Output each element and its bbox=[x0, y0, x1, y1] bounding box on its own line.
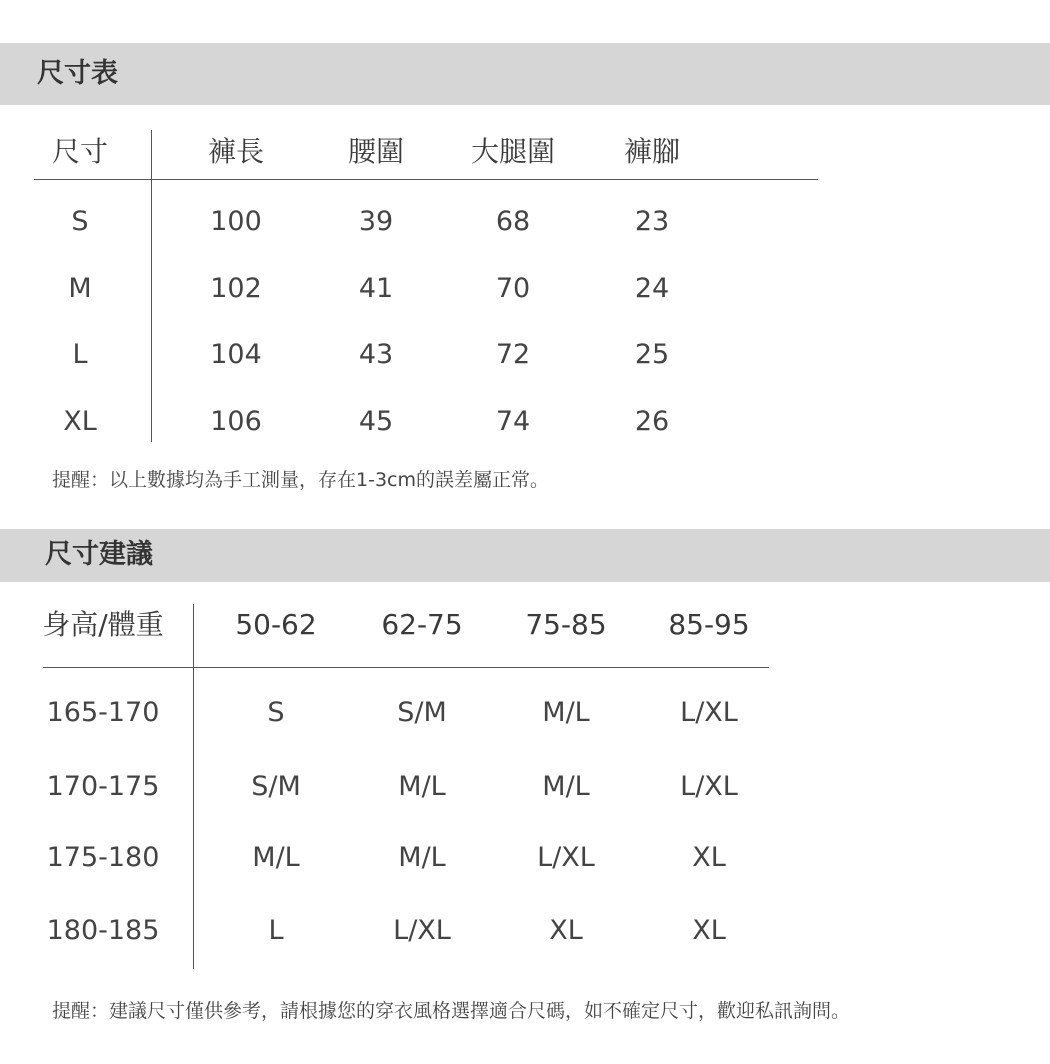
size-chart-header-3: 大腿圍 bbox=[470, 135, 556, 168]
size-chart-header-bar bbox=[0, 43, 1050, 105]
size-chart-cell-r2-c1: 104 bbox=[210, 339, 262, 370]
size-advice-cell-r2-c1: M/L bbox=[252, 842, 300, 873]
size-chart-cell-r1-c2: 41 bbox=[358, 273, 394, 304]
size-chart-cell-r1-c0: M bbox=[68, 273, 92, 304]
size-advice-cell-r1-c2: M/L bbox=[398, 771, 446, 802]
size-advice-cell-r3-c4: XL bbox=[692, 915, 726, 946]
size-advice-cell-r1-c0: 170-175 bbox=[46, 771, 160, 802]
size-advice-cell-r0-c4: L/XL bbox=[680, 697, 738, 728]
size-advice-cell-r2-c2: M/L bbox=[398, 842, 446, 873]
size-advice-cell-r3-c0: 180-185 bbox=[46, 915, 160, 946]
size-chart-cell-r2-c4: 25 bbox=[634, 339, 670, 370]
size-chart-cell-r2-c3: 72 bbox=[495, 339, 531, 370]
size-advice-header-4: 85-95 bbox=[668, 608, 750, 641]
size-advice-cell-r0-c3: M/L bbox=[542, 697, 590, 728]
size-advice-cell-r0-c0: 165-170 bbox=[46, 697, 160, 728]
size-advice-cell-r2-c3: L/XL bbox=[537, 842, 595, 873]
size-advice-cell-r0-c1: S bbox=[267, 697, 285, 728]
size-advice-header-2: 62-75 bbox=[381, 608, 463, 641]
size-advice-cell-r1-c4: L/XL bbox=[680, 771, 738, 802]
size-advice-cell-r1-c3: M/L bbox=[542, 771, 590, 802]
size-chart-header-1: 褲長 bbox=[207, 135, 265, 168]
size-chart-cell-r0-c0: S bbox=[71, 206, 89, 237]
size-advice-header-1: 50-62 bbox=[235, 608, 317, 641]
size-chart-cell-r2-c2: 43 bbox=[358, 339, 394, 370]
size-chart-cell-r3-c2: 45 bbox=[358, 406, 394, 437]
size-chart-cell-r0-c4: 23 bbox=[634, 206, 670, 237]
size-chart-divider-vertical bbox=[151, 130, 152, 442]
size-chart-header-0: 尺寸 bbox=[51, 135, 109, 168]
size-advice-cell-r0-c2: S/M bbox=[397, 697, 447, 728]
size-advice-cell-r2-c4: XL bbox=[692, 842, 726, 873]
size-chart-cell-r3-c1: 106 bbox=[210, 406, 262, 437]
size-advice-cell-r3-c2: L/XL bbox=[393, 915, 451, 946]
size-chart-cell-r3-c3: 74 bbox=[495, 406, 531, 437]
size-chart-cell-r2-c0: L bbox=[72, 339, 88, 370]
size-chart-title: 尺寸表 bbox=[37, 58, 118, 89]
size-advice-header-0: 身高/體重 bbox=[42, 608, 164, 641]
size-advice-cell-r3-c3: XL bbox=[549, 915, 583, 946]
size-chart-header-4: 褲腳 bbox=[623, 135, 681, 168]
size-chart-cell-r0-c3: 68 bbox=[495, 206, 531, 237]
size-chart-cell-r1-c1: 102 bbox=[210, 273, 262, 304]
size-chart-note: 提醒：以上數據均為手工測量，存在1-3cm的誤差屬正常。 bbox=[52, 469, 549, 491]
size-advice-header-bar bbox=[0, 529, 1050, 582]
size-advice-cell-r2-c0: 175-180 bbox=[46, 842, 160, 873]
size-advice-divider-vertical bbox=[193, 604, 194, 969]
size-chart-cell-r3-c4: 26 bbox=[634, 406, 670, 437]
size-chart-cell-r1-c4: 24 bbox=[634, 273, 670, 304]
size-chart-cell-r0-c2: 39 bbox=[358, 206, 394, 237]
size-chart-header-2: 腰圍 bbox=[347, 135, 405, 168]
size-advice-note: 提醒：建議尺寸僅供參考，請根據您的穿衣風格選擇適合尺碼，如不確定尺寸，歡迎私訊詢問。 bbox=[52, 1000, 851, 1022]
size-chart-cell-r0-c1: 100 bbox=[210, 206, 262, 237]
size-advice-title: 尺寸建議 bbox=[45, 539, 153, 570]
size-advice-cell-r1-c1: S/M bbox=[251, 771, 301, 802]
size-advice-header-3: 75-85 bbox=[525, 608, 607, 641]
size-advice-cell-r3-c1: L bbox=[268, 915, 284, 946]
size-chart-cell-r1-c3: 70 bbox=[495, 273, 531, 304]
size-chart-cell-r3-c0: XL bbox=[63, 406, 97, 437]
size-chart-divider-horizontal bbox=[34, 179, 818, 180]
size-advice-divider-horizontal bbox=[43, 667, 769, 668]
